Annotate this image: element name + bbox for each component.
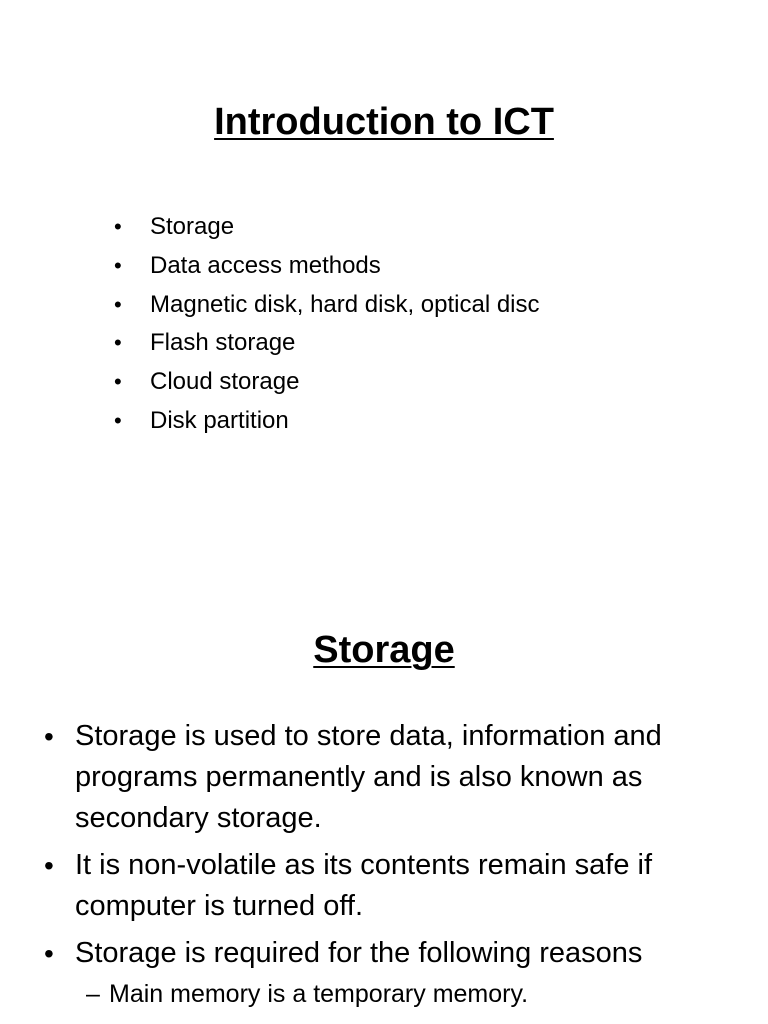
- bullet-icon: •: [44, 721, 54, 752]
- list-item-text: It is non-volatile as its contents remain safe if computer is turned off.: [75, 849, 653, 922]
- list-item: [44, 845, 744, 927]
- list-item-text: Storage is used to store data, information and programs permanently and is also known as secondary storage.: [75, 720, 662, 834]
- storage-points-list: [44, 716, 744, 1018]
- bullet-icon: •: [114, 369, 122, 395]
- list-item: [114, 363, 714, 402]
- list-item: [114, 402, 714, 441]
- bullet-icon: •: [114, 330, 122, 356]
- list-item: [114, 286, 714, 325]
- list-item: [44, 716, 744, 839]
- list-item-text: Data access methods: [150, 251, 381, 279]
- list-item-text: Storage: [150, 213, 235, 240]
- bullet-icon: •: [44, 850, 54, 881]
- list-item: [114, 324, 714, 363]
- list-item: [44, 933, 744, 974]
- slide-title: Introduction to ICT: [214, 101, 554, 143]
- bullet-icon: •: [114, 407, 122, 433]
- list-item-text: Flash storage: [150, 329, 296, 357]
- sub-list-item-text: Main memory is a temporary memory.: [109, 980, 529, 1008]
- slide-storage: [0, 560, 768, 1024]
- dash-icon: –: [86, 980, 100, 1008]
- list-item-text: Magnetic disk, hard disk, optical disc: [150, 290, 540, 318]
- bullet-icon: •: [114, 214, 122, 239]
- bullet-icon: •: [114, 252, 122, 278]
- bullet-icon: •: [114, 291, 122, 317]
- list-item: [114, 208, 714, 247]
- sub-list-item: [44, 976, 744, 1012]
- list-item-text: Disk partition: [150, 406, 289, 434]
- list-item: [114, 247, 714, 286]
- list-item-text: Storage is required for the following reasons: [75, 937, 643, 969]
- topic-list: [114, 208, 714, 441]
- bullet-icon: •: [44, 938, 54, 969]
- list-item-text: Cloud storage: [150, 368, 300, 396]
- slide-title: Storage: [313, 629, 455, 671]
